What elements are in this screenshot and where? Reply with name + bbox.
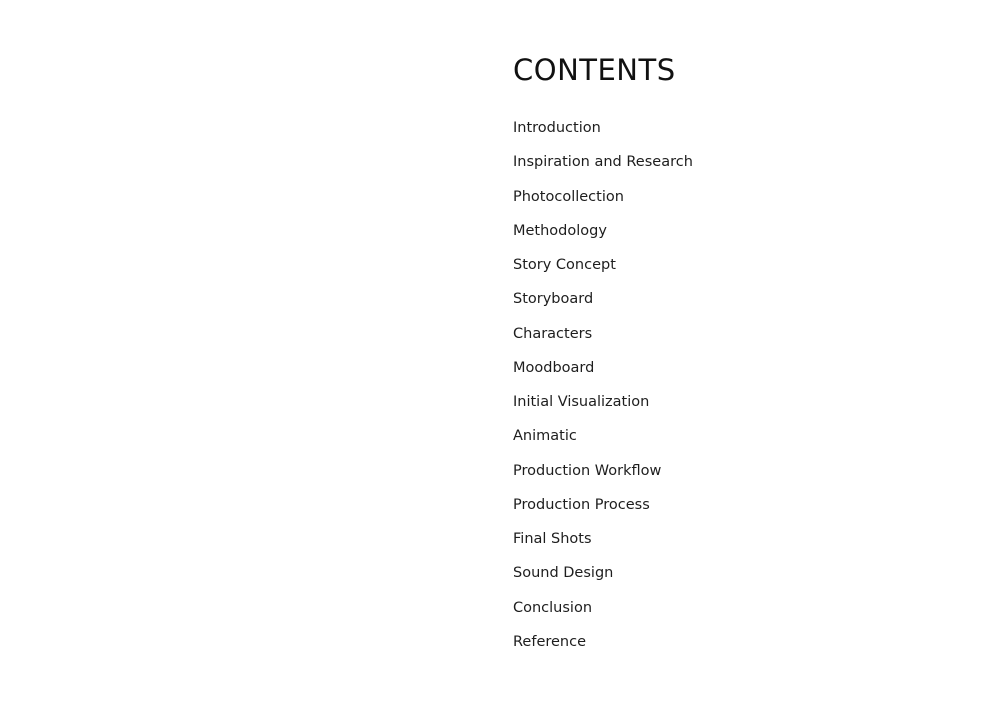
toc-list xyxy=(513,118,693,666)
toc-item-inspiration-and-research: Inspiration and Research xyxy=(513,154,693,171)
toc-item-moodboard: Moodboard xyxy=(513,359,595,376)
toc-item-initial-visualization: Initial Visualization xyxy=(513,394,650,410)
toc-item-story-concept: Story Concept xyxy=(513,257,616,273)
toc-item-animatic: Animatic xyxy=(513,428,577,445)
toc-item-introduction: Introduction xyxy=(513,120,601,136)
toc-item-final-shots: Final Shots xyxy=(513,531,592,547)
toc-item-reference: Reference xyxy=(513,633,587,650)
toc-item-production-workflow: Production Workflow xyxy=(513,462,662,479)
table-of-contents xyxy=(513,52,973,650)
page-title: CONTENTS xyxy=(513,53,676,87)
toc-item-photocollection: Photocollection xyxy=(513,188,624,205)
toc-item-sound-design: Sound Design xyxy=(513,565,614,582)
toc-item-storyboard: Storyboard xyxy=(513,291,594,308)
toc-item-methodology: Methodology xyxy=(513,222,607,239)
toc-item-production-process: Production Process xyxy=(513,496,650,513)
toc-item-conclusion: Conclusion xyxy=(513,599,593,616)
toc-item-characters: Characters xyxy=(513,325,593,342)
